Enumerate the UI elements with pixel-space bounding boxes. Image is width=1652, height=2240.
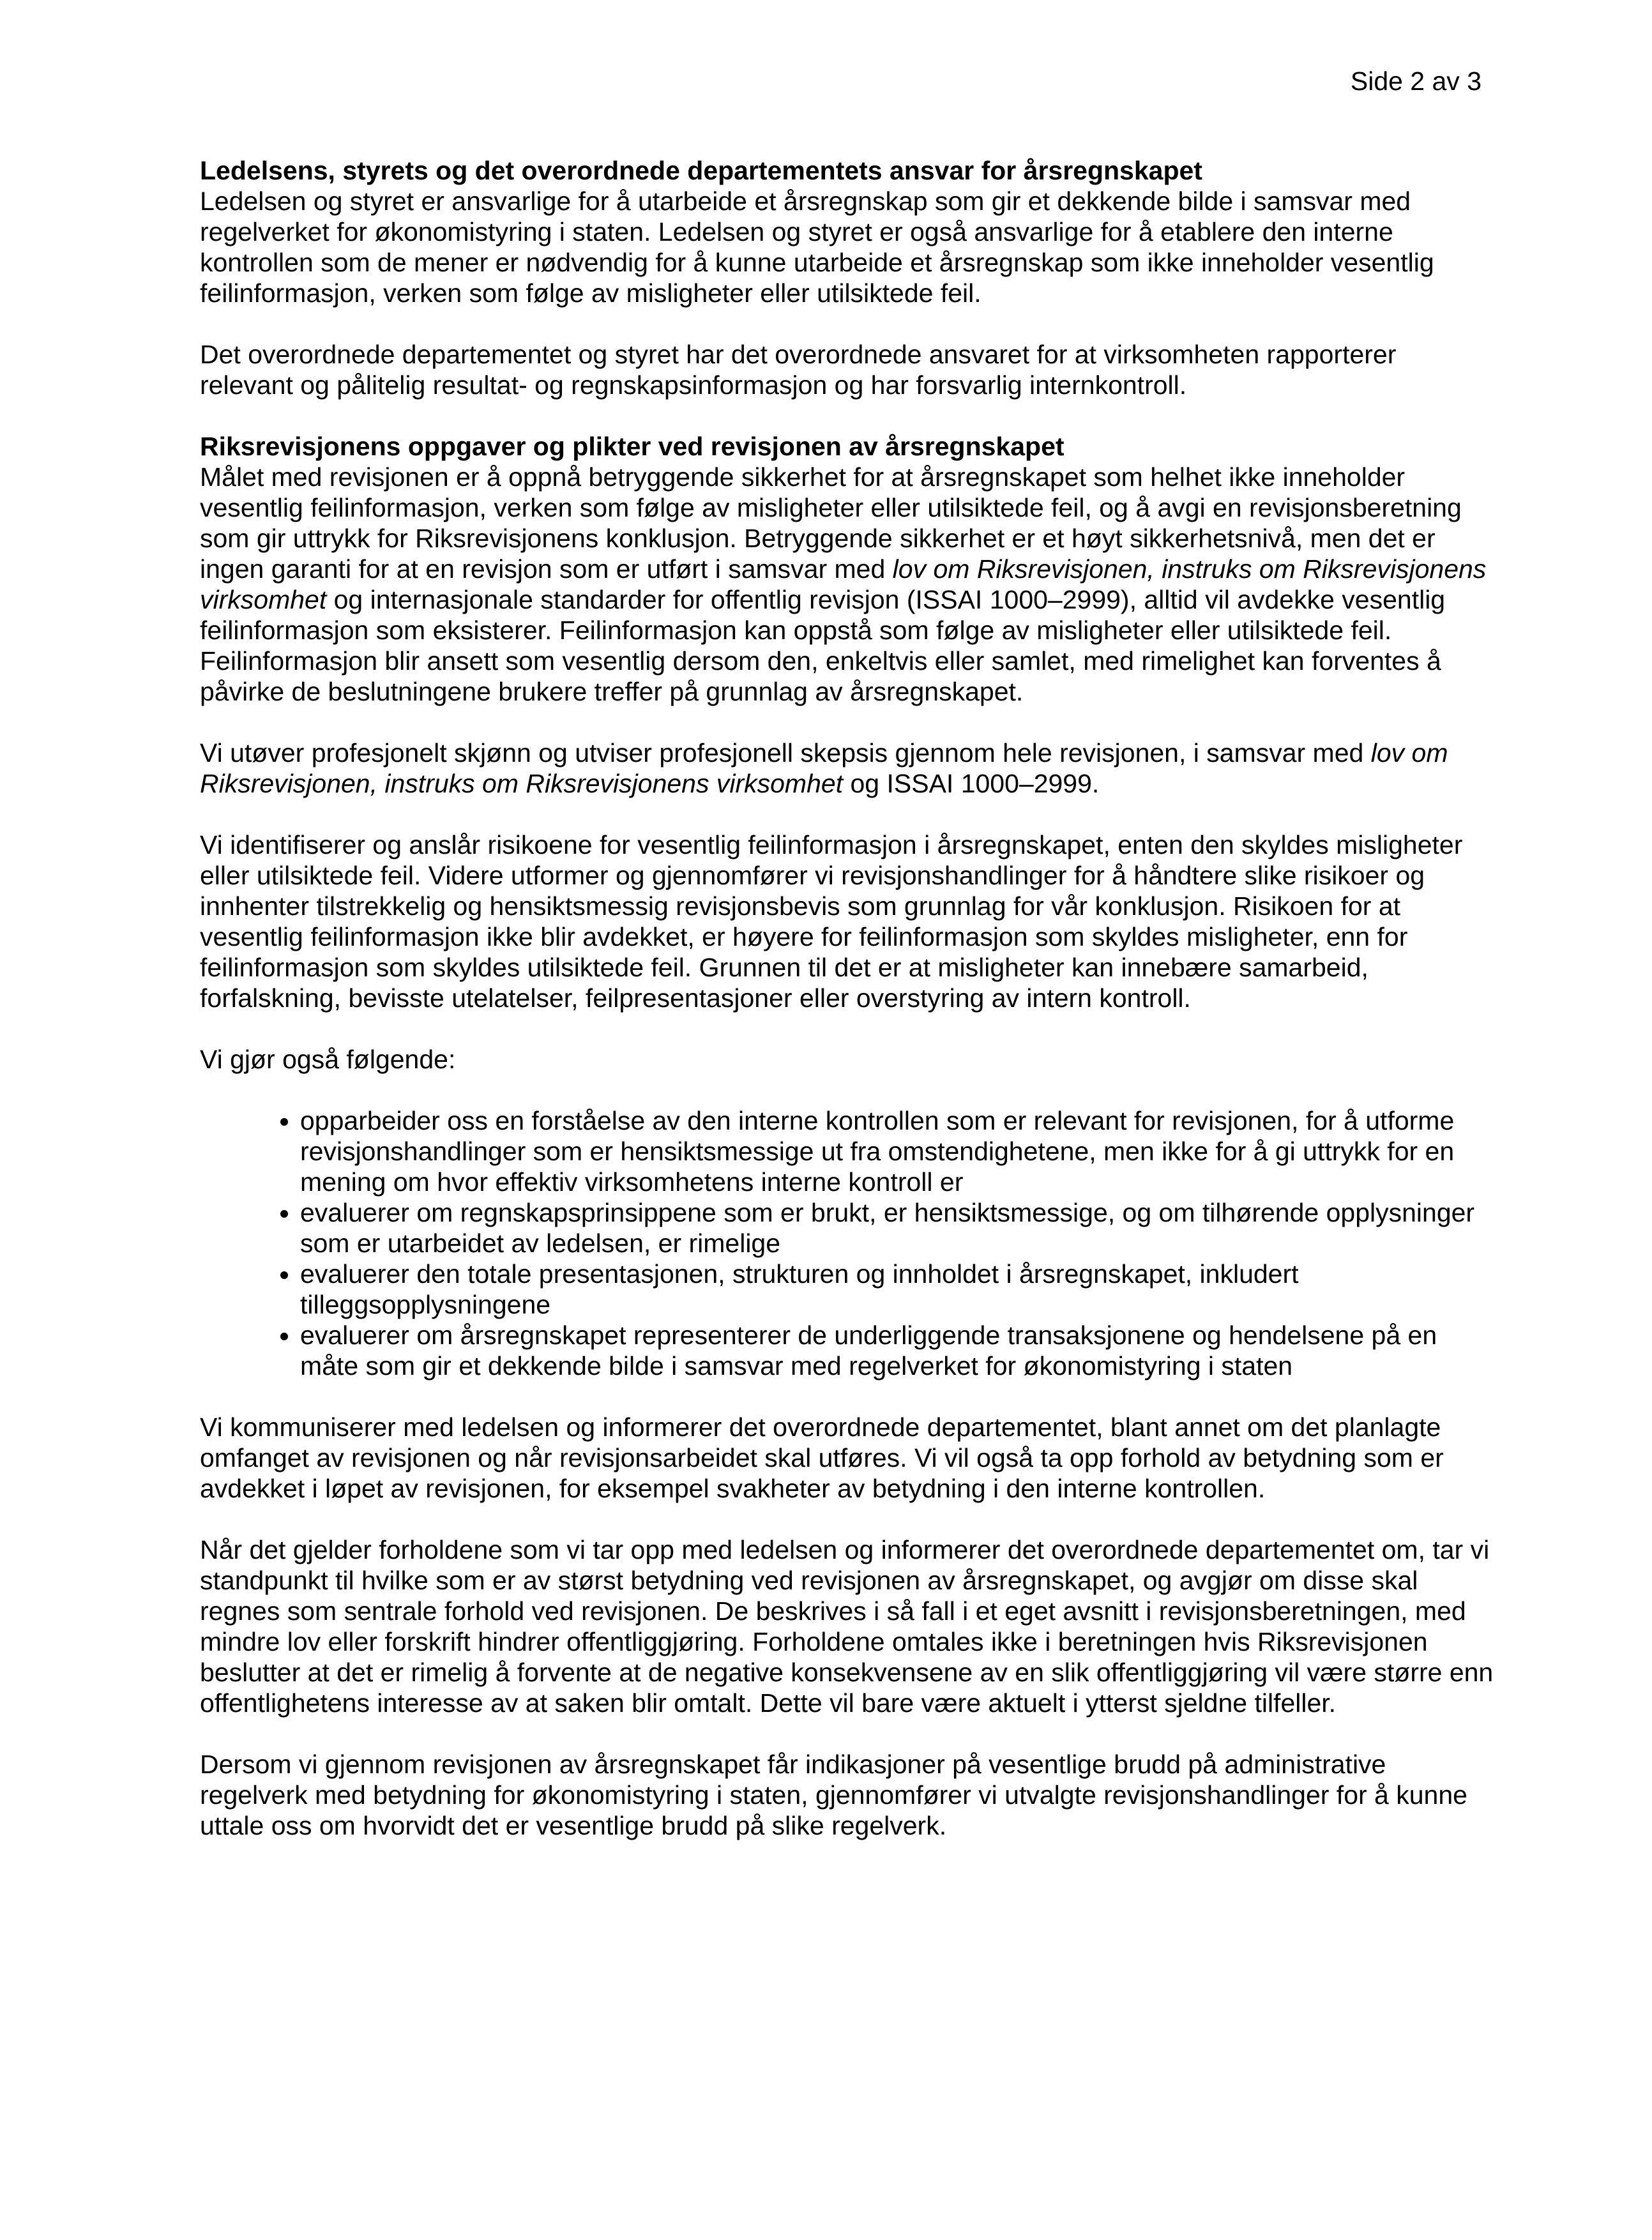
text-run: lov om Riksrevisjonen, instruks om Riksrevisjonens virksomhet [200, 554, 1487, 614]
list-item [300, 1320, 1496, 1381]
text-run: Dersom vi gjennom revisjonen av årsregnskapet får indikasjoner på vesentlige brudd på administrative regelverk med betydning for økonomistyring i staten, gjennomfører vi utvalgte revisjonshandlinger for å kunne uttale oss om hvorvidt det er vesentlige brudd på slike regelverk. [200, 1750, 1467, 1840]
text-run: Målet med revisjonen er å oppnå betryggende sikkerhet for at årsregnskapet som helhet ikke inneholder vesentlig feilinformasjon, verken som følge av misligheter eller utilsiktede feil, og å avgi en revisjonsberetning som gir uttrykk for Riksrevisjonens konklusjon. Betryggende sikkerhet er et høyt sikkerhetsnivå, men det er ingen garanti for at en revisjon som er utført i samsvar med [200, 462, 1462, 584]
list-item [300, 1197, 1496, 1259]
paragraph [200, 1534, 1496, 1718]
text-run: Ledelsen og styret er ansvarlige for å utarbeide et årsregnskap som gir et dekkende bilde i samsvar med regelverket for økonomistyring i staten. Ledelsen og styret er også ansvarlige for å etablere den interne kontrollen som de mener er nødvendig for å kunne utarbeide et årsregnskap som ikke inneholder vesentlig feilinformasjon, verken som følge av misligheter eller utilsiktede feil. [200, 186, 1434, 308]
text-run: Når det gjelder forholdene som vi tar opp med ledelsen og informerer det overordnede departementet om, tar vi standpunkt til hvilke som er av størst betydning ved revisjonen av årsregnskapet, og avgjør om disse skal regnes som sentrale forhold ved revisjonen. De beskrives i så fall i et eget avsnitt i revisjonsberetningen, med mindre lov eller forskrift hindrer offentliggjøring. Forholdene omtales ikke i beretningen hvis Riksrevisjonen beslutter at det er rimelig å forvente at de negative konsekvensene av en slik offentliggjøring vil være større enn offentlighetens interesse av at saken blir omtalt. Dette vil bare være aktuelt i ytterst sjeldne tilfeller. [200, 1535, 1494, 1718]
section-heading: Ledelsens, styrets og det overordnede departementets ansvar for årsregnskapet [200, 156, 1202, 185]
text-run: evaluerer om regnskapsprinsippene som er brukt, er hensiktsmessige, og om tilhørende opplysninger som er utarbeidet av ledelsen, er rimelige [300, 1198, 1475, 1258]
paragraph [200, 1412, 1496, 1504]
paragraph [200, 1044, 1496, 1075]
section-heading: Riksrevisjonens oppgaver og plikter ved revisjonen av årsregnskapet [200, 432, 1065, 461]
list-item [300, 1259, 1496, 1320]
paragraph [200, 462, 1496, 707]
paragraph [200, 738, 1496, 799]
page-number: Side 2 av 3 [1350, 66, 1481, 96]
paragraph [200, 339, 1496, 400]
text-run: Vi kommuniserer med ledelsen og informerer det overordnede departementet, blant annet om det planlagte omfanget av revisjonen og når revisjonsarbeidet skal utføres. Vi vil også ta opp forhold av betydning som er avdekket i løpet av revisjonen, for eksempel svakheter av betydning i den interne kontrollen. [200, 1412, 1444, 1503]
text-run: og internasjonale standarder for offentlig revisjon (ISSAI 1000–2999), alltid vil avdekke vesentlig feilinformasjon som eksisterer. Feilinformasjon kan oppstå som følge av misligheter eller utilsiktede feil. Feilinformasjon blir ansett som vesentlig dersom den, enkeltvis eller samlet, med rimelighet kan forventes å påvirke de beslutningene brukere treffer på grunnlag av årsregnskapet. [200, 585, 1446, 706]
paragraph [200, 1749, 1496, 1841]
document-body [200, 155, 1496, 1841]
paragraph [200, 829, 1496, 1013]
text-run: Det overordnede departementet og styret har det overordnede ansvaret for at virksomheten rapporterer relevant og pålitelig resultat- og regnskapsinformasjon og har forsvarlig internkontroll. [200, 340, 1397, 400]
text-run: lov om Riksrevisjonen, instruks om Riksrevisjonens virksomhet [200, 738, 1448, 798]
text-run: Vi identifiserer og anslår risikoene for vesentlig feilinformasjon i årsregnskapet, enten den skyldes misligheter eller utilsiktede feil. Videre utformer og gjennomfører vi revisjonshandlinger for å håndtere slike risikoer og innhenter tilstrekkelig og hensiktsmessig revisjonsbevis som grunnlag for vår konklusjon. Risikoen for at vesentlig feilinformasjon ikke blir avdekket, er høyere for feilinformasjon som skyldes misligheter, enn for feilinformasjon som skyldes utilsiktede feil. Grunnen til det er at misligheter kan innebære samarbeid, forfalskning, bevisste utelatelser, feilpresentasjoner eller overstyring av intern kontroll. [200, 830, 1463, 1013]
list-item [300, 1105, 1496, 1197]
paragraph [200, 186, 1496, 308]
text-run: og ISSAI 1000–2999. [843, 769, 1100, 798]
text-run: Vi utøver profesjonelt skjønn og utviser profesjonell skepsis gjennom hele revisjonen, i samsvar med [200, 738, 1371, 768]
text-run: opparbeider oss en forståelse av den interne kontrollen som er relevant for revisjonen, for å utforme revisjonshandlinger som er hensiktsmessige ut fra omstendighetene, men ikke for å gi uttrykk for en mening om hvor effektiv virksomhetens interne kontroll er [300, 1106, 1455, 1197]
text-run: Vi gjør også følgende: [200, 1045, 456, 1074]
bullet-list [200, 1105, 1496, 1381]
text-run: evaluerer den totale presentasjonen, strukturen og innholdet i årsregnskapet, inkludert tilleggsopplysningene [300, 1259, 1299, 1319]
text-run: evaluerer om årsregnskapet representerer de underliggende transaksjonene og hendelsene på en måte som gir et dekkende bilde i samsvar med regelverket for økonomistyring i staten [300, 1321, 1437, 1381]
